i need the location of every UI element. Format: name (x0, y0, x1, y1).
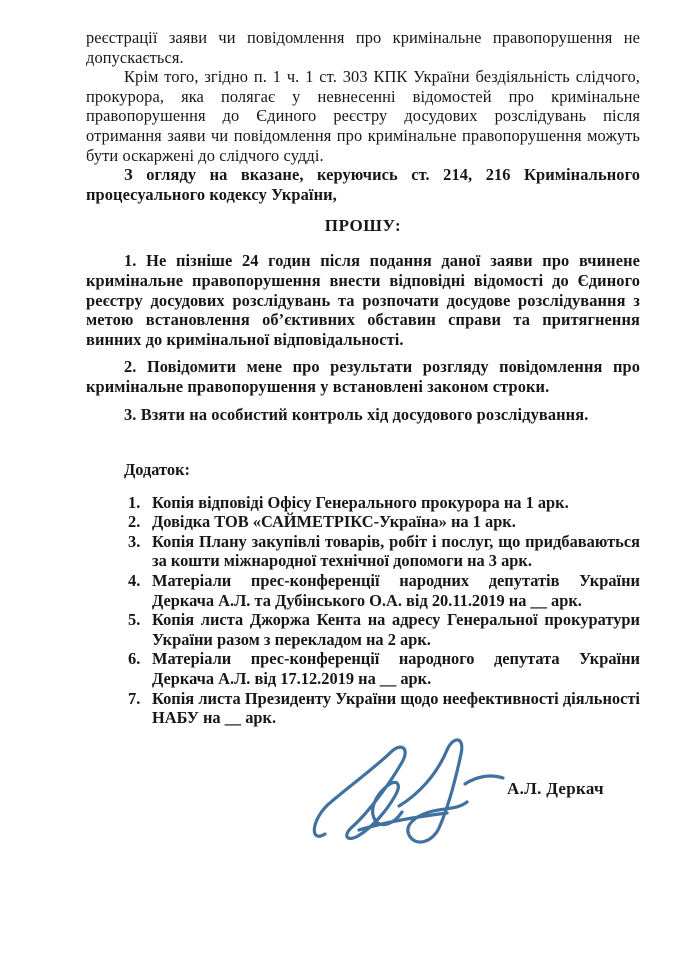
attachments-title: Додаток: (124, 460, 190, 480)
attachment-number: 6. (128, 649, 141, 669)
document-content (86, 28, 640, 728)
heading-proshu: ПРОШУ: (324, 216, 402, 236)
paragraph-legal-basis: З огляду на вказане, керуючись ст. 214, 216 Кримінального процесуального кодексу України, (86, 165, 640, 204)
attachment-item-1 (86, 493, 640, 513)
attachment-item-4 (86, 571, 640, 610)
signature-stroke-dash (465, 776, 503, 784)
attachment-item-6 (86, 649, 640, 688)
attachment-text: Матеріали прес-конференції народного депутата України Деркача А.Л. від 17.12.2019 на __ арк. (152, 649, 640, 689)
attachment-item-3 (86, 532, 640, 571)
signature-stroke-tall-loop (399, 740, 467, 842)
attachment-item-7 (86, 689, 640, 728)
attachment-text: Копія листа Президенту України щодо неефективності діяльності НАБУ на __ арк. (152, 688, 640, 728)
request-item-3: 3. Взяти на особистий контроль хід досудового розслідування. (124, 404, 589, 424)
signature-stroke-loops (314, 747, 405, 838)
request-item-1: 1. Не пізніше 24 годин після подання даної заяви про вчинене кримінальне правопорушення внести відповідні відомості до Єдиного реєстру досудових розслідувань та розпочати досудове розслідування з метою встановлення об’єктивних обставин справи та притягнення винних до кримінальної відповідальності. (86, 251, 640, 349)
attachment-number: 1. (128, 492, 141, 512)
attachments-list (86, 493, 640, 728)
attachment-number: 3. (128, 531, 141, 551)
attachment-number: 7. (128, 688, 141, 708)
signature-stroke-underline (359, 813, 447, 830)
paragraph-kpk-article-303: Крім того, згідно п. 1 ч. 1 ст. 303 КПК України бездіяльність слідчого, прокурора, яка полягає у невнесенні відомостей про кримінальне правопорушення до Єдиного реєстру досудових розслідувань після отримання заяви чи повідомлення про кримінальне правопорушення можуть бути оскаржені до слідчого судді. (86, 67, 640, 165)
attachment-text: Матеріали прес-конференції народних депутатів України Деркача А.Л. та Дубінського О.А. від 20.11.2019 на __ арк. (152, 571, 640, 610)
attachment-text: Копія Плану закупівлі товарів, робіт і послуг, що придбаваються за кошти міжнародної технічної допомоги на 3 арк. (152, 531, 640, 571)
signatory-name: А.Л. Деркач (507, 779, 604, 798)
attachment-number: 5. (128, 610, 141, 630)
attachment-text: Копія листа Джоржа Кента на адресу Генеральної прокуратури України разом з перекладом на 2 арк. (152, 610, 640, 649)
attachment-item-2 (86, 512, 640, 532)
handwritten-signature-icon (295, 730, 575, 855)
attachment-text: Довідка ТОВ «САЙМЕТРІКС-Україна» на 1 арк. (152, 512, 516, 532)
paragraph-registration-clause: реєстрації заяви чи повідомлення про кримінальне правопорушення не допускається. (86, 28, 640, 67)
attachment-item-5 (86, 610, 640, 649)
attachment-number: 2. (128, 512, 141, 532)
attachment-text: Копія відповіді Офісу Генерального прокурора на 1 арк. (152, 492, 569, 512)
request-item-2: 2. Повідомити мене про результати розгляду повідомлення про кримінальне правопорушення у встановлені законом строки. (86, 357, 640, 396)
attachment-number: 4. (128, 571, 141, 591)
